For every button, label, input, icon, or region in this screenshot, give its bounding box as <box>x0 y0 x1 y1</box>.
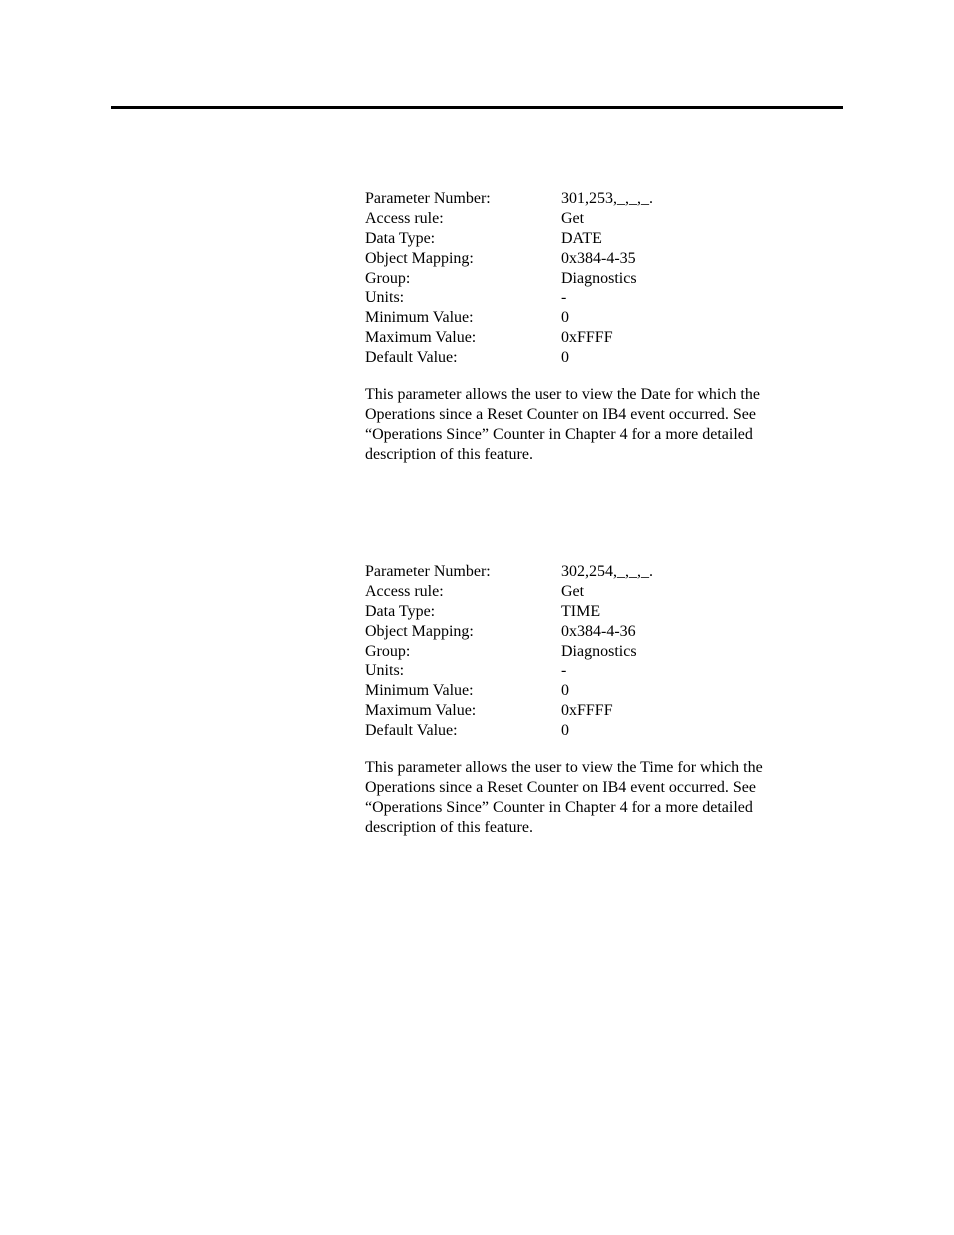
parameter-value: 0xFFFF <box>561 329 613 347</box>
parameter-row <box>365 661 805 681</box>
parameter-block-date <box>365 189 805 465</box>
parameter-row <box>365 701 805 721</box>
parameter-label: Minimum Value: <box>365 309 474 327</box>
parameter-row <box>365 249 805 269</box>
parameter-label: Default Value: <box>365 349 458 367</box>
parameter-label: Data Type: <box>365 229 436 247</box>
parameter-label: Access rule: <box>365 582 444 600</box>
parameter-label: Group: <box>365 642 411 660</box>
parameter-row <box>365 602 805 622</box>
description-line: Operations since a Reset Counter on IB4 event occurred. See <box>365 405 756 423</box>
parameter-row <box>365 229 805 249</box>
parameter-value: Diagnostics <box>561 269 637 287</box>
parameter-description <box>365 385 805 465</box>
parameter-description <box>365 758 805 838</box>
parameter-row <box>365 642 805 662</box>
parameter-value: 0x384-4-35 <box>561 249 636 267</box>
parameter-value: Get <box>561 209 585 227</box>
parameter-value: Get <box>561 582 585 600</box>
parameter-table <box>365 562 805 741</box>
parameter-value: Diagnostics <box>561 642 637 660</box>
parameter-block-time <box>365 562 805 838</box>
parameter-label: Maximum Value: <box>365 702 477 720</box>
parameter-value: 0x384-4-36 <box>561 622 636 640</box>
description-line: This parameter allows the user to view the Date for which the <box>365 386 760 404</box>
parameter-label: Group: <box>365 269 411 287</box>
parameter-label: Object Mapping: <box>365 249 474 267</box>
parameter-value: DATE <box>561 229 602 247</box>
header-rule <box>111 106 843 109</box>
parameter-row <box>365 328 805 348</box>
description-line: This parameter allows the user to view the Time for which the <box>365 759 763 777</box>
parameter-value: 301,253,_,_,_. <box>561 190 653 207</box>
parameter-label: Parameter Number: <box>365 190 491 207</box>
parameter-row <box>365 288 805 308</box>
parameter-label: Maximum Value: <box>365 329 477 347</box>
parameter-value: 0 <box>561 309 569 327</box>
parameter-row <box>365 269 805 289</box>
parameter-value: 302,254,_,_,_. <box>561 563 653 580</box>
parameter-row <box>365 721 805 741</box>
parameter-row <box>365 189 805 209</box>
parameter-value: - <box>561 289 567 307</box>
parameter-label: Default Value: <box>365 722 458 740</box>
parameter-label: Units: <box>365 662 405 680</box>
parameter-label: Units: <box>365 289 405 307</box>
parameter-value: 0 <box>561 682 569 700</box>
parameter-value: - <box>561 662 567 680</box>
parameter-row <box>365 348 805 368</box>
parameter-row <box>365 562 805 582</box>
parameter-row <box>365 622 805 642</box>
description-line: “Operations Since” Counter in Chapter 4 for a more detailed <box>365 425 753 443</box>
parameter-row <box>365 681 805 701</box>
parameter-value: 0 <box>561 349 569 367</box>
description-line: Operations since a Reset Counter on IB4 event occurred. See <box>365 778 756 796</box>
parameter-label: Object Mapping: <box>365 622 474 640</box>
parameter-value: 0xFFFF <box>561 702 613 720</box>
parameter-label: Data Type: <box>365 602 436 620</box>
parameter-value: TIME <box>561 602 601 620</box>
description-line: “Operations Since” Counter in Chapter 4 for a more detailed <box>365 798 753 816</box>
parameter-row <box>365 209 805 229</box>
description-line: description of this feature. <box>365 445 533 463</box>
parameter-table <box>365 189 805 368</box>
parameter-row <box>365 308 805 328</box>
description-line: description of this feature. <box>365 818 533 836</box>
parameter-label: Minimum Value: <box>365 682 474 700</box>
parameter-row <box>365 582 805 602</box>
parameter-value: 0 <box>561 722 569 740</box>
parameter-label: Access rule: <box>365 209 444 227</box>
parameter-label: Parameter Number: <box>365 563 491 580</box>
